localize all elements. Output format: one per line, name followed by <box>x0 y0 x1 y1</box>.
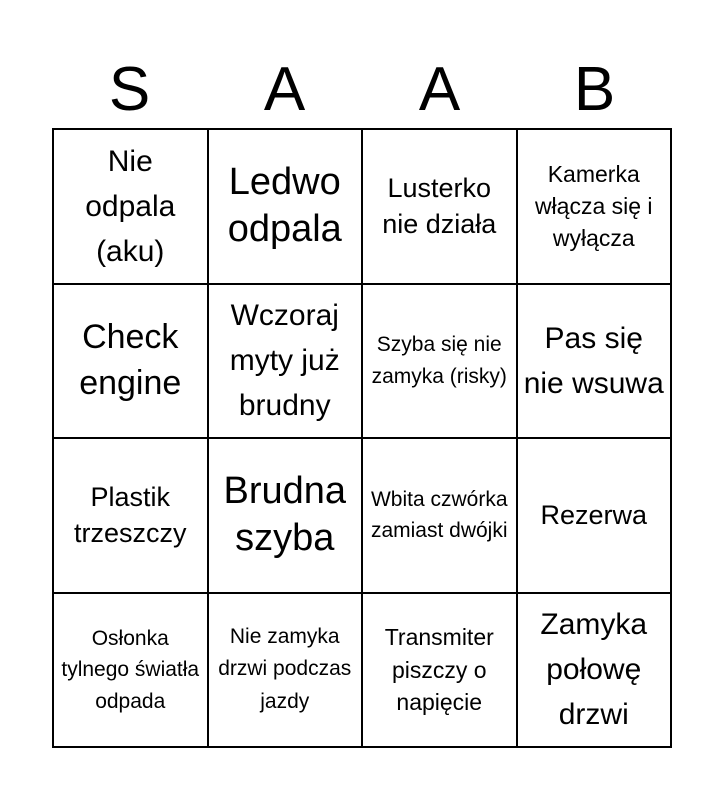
header-letter-b: B <box>573 55 616 124</box>
bingo-cell-r2-c2[interactable] <box>208 284 363 439</box>
bingo-cell-text: Brudna szyba <box>223 469 347 560</box>
bingo-cell-text: Plastik trzeszczy <box>73 481 187 549</box>
bingo-cell-text: Transmiter piszczy o napięcie <box>384 624 494 715</box>
bingo-cell-r4-c2[interactable] <box>208 593 363 748</box>
bingo-cell-text: Rezerwa <box>540 500 648 531</box>
bingo-cell-text: Nie zamyka drzwi podczas jazdy <box>218 624 352 714</box>
bingo-cell-r3-c3[interactable] <box>362 438 517 593</box>
bingo-cell-r2-c4[interactable] <box>517 284 672 439</box>
bingo-cell-text: Wbita czwórka zamiast dwójki <box>370 487 508 543</box>
bingo-cell-r3-c1[interactable] <box>53 438 208 593</box>
bingo-cell-text: Lusterko nie działa <box>382 172 497 240</box>
bingo-header <box>52 52 672 128</box>
bingo-cell-text: Ledwo odpala <box>227 160 342 251</box>
bingo-cell-text: Zamyka połowę drzwi <box>540 608 648 732</box>
bingo-cell-r3-c4[interactable] <box>517 438 672 593</box>
bingo-board <box>52 128 672 748</box>
bingo-cell-r1-c2[interactable] <box>208 129 363 284</box>
bingo-cell-text: Kamerka włącza się i wyłącza <box>534 160 653 252</box>
header-letter-a-1: A <box>263 55 306 124</box>
bingo-cell-r3-c2[interactable] <box>208 438 363 593</box>
bingo-cell-r1-c4[interactable] <box>517 129 672 284</box>
bingo-cell-r4-c3[interactable] <box>362 593 517 748</box>
header-letter-s: S <box>108 55 151 124</box>
bingo-cell-text: Szyba się nie zamyka (risky) <box>371 333 507 388</box>
bingo-cell-r2-c1[interactable] <box>53 284 208 439</box>
bingo-cell-r4-c1[interactable] <box>53 593 208 748</box>
bingo-cell-r4-c4[interactable] <box>517 593 672 748</box>
bingo-cell-text: Osłonka tylnego światła odpada <box>61 626 200 713</box>
bingo-cell-text: Nie odpala (aku) <box>85 144 176 268</box>
bingo-cell-text: Wczoraj myty już brudny <box>229 299 340 423</box>
header-letter-a-2: A <box>418 55 461 124</box>
bingo-cell-text: Check engine <box>79 318 182 402</box>
bingo-cell-r1-c1[interactable] <box>53 129 208 284</box>
bingo-cell-text: Pas się nie wsuwa <box>523 321 664 400</box>
bingo-cell-r1-c3[interactable] <box>362 129 517 284</box>
bingo-cell-r2-c3[interactable] <box>362 284 517 439</box>
